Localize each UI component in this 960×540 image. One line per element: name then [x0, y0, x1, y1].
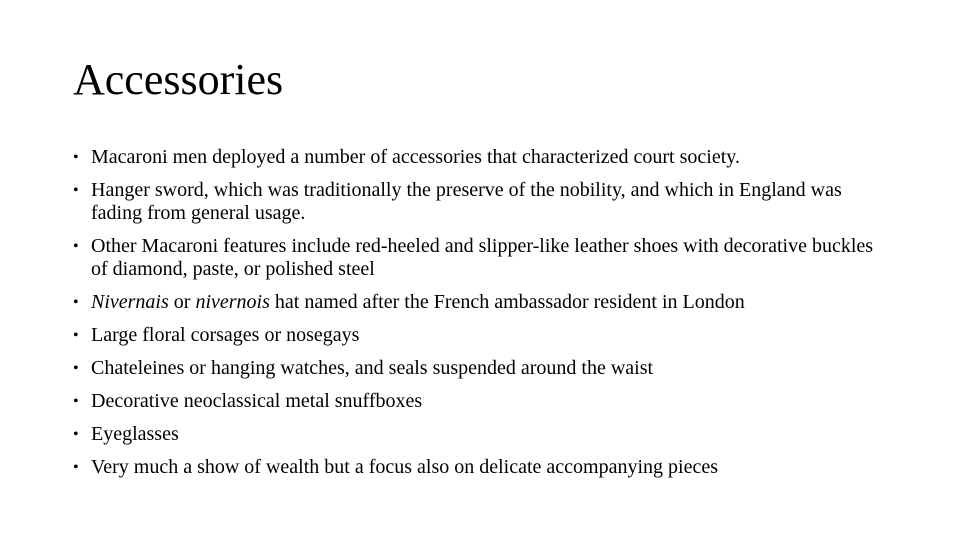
- bullet-text: Very much a show of wealth but a focus also on delicate accompanying pieces: [91, 456, 719, 478]
- italic-term: nivernois: [195, 291, 270, 313]
- bullet-item: [73, 357, 893, 380]
- bullet-text: Hanger sword, which was traditionally the preserve of the nobility, and which in England was fading from general usage.: [91, 179, 842, 224]
- bullet-icon: •: [73, 149, 79, 166]
- bullet-icon: •: [73, 360, 79, 377]
- italic-term: Nivernais: [91, 291, 169, 313]
- bullet-icon: •: [73, 182, 79, 199]
- bullet-item: [73, 423, 893, 446]
- bullet-text: Large floral corsages or nosegays: [91, 324, 360, 346]
- bullet-item: [73, 179, 893, 225]
- bullet-text: Chateleines or hanging watches, and seals suspended around the waist: [91, 357, 654, 379]
- bullet-icon: •: [73, 238, 79, 255]
- text-segment: hat named after the French ambassador resident in London: [269, 291, 745, 313]
- bullet-item: [73, 390, 893, 413]
- bullet-item: [73, 324, 893, 347]
- bullet-text: Other Macaroni features include red-heeled and slipper-like leather shoes with decorative buckles of diamond, paste, or polished steel: [91, 235, 874, 280]
- text-segment: or: [168, 291, 196, 313]
- bullet-list: [73, 146, 893, 489]
- bullet-text: Decorative neoclassical metal snuffboxes: [91, 390, 423, 412]
- bullet-text: Macaroni men deployed a number of accessories that characterized court society.: [91, 146, 740, 168]
- bullet-item: [73, 235, 893, 281]
- bullet-item: [73, 146, 893, 169]
- bullet-icon: •: [73, 459, 79, 476]
- bullet-icon: •: [73, 294, 79, 311]
- bullet-text: Eyeglasses: [91, 423, 179, 445]
- bullet-text: [91, 291, 745, 313]
- bullet-item: [73, 456, 893, 479]
- slide-title: Accessories: [73, 55, 284, 104]
- bullet-icon: •: [73, 426, 79, 443]
- bullet-icon: •: [73, 327, 79, 344]
- bullet-icon: •: [73, 393, 79, 410]
- bullet-item: [73, 291, 893, 314]
